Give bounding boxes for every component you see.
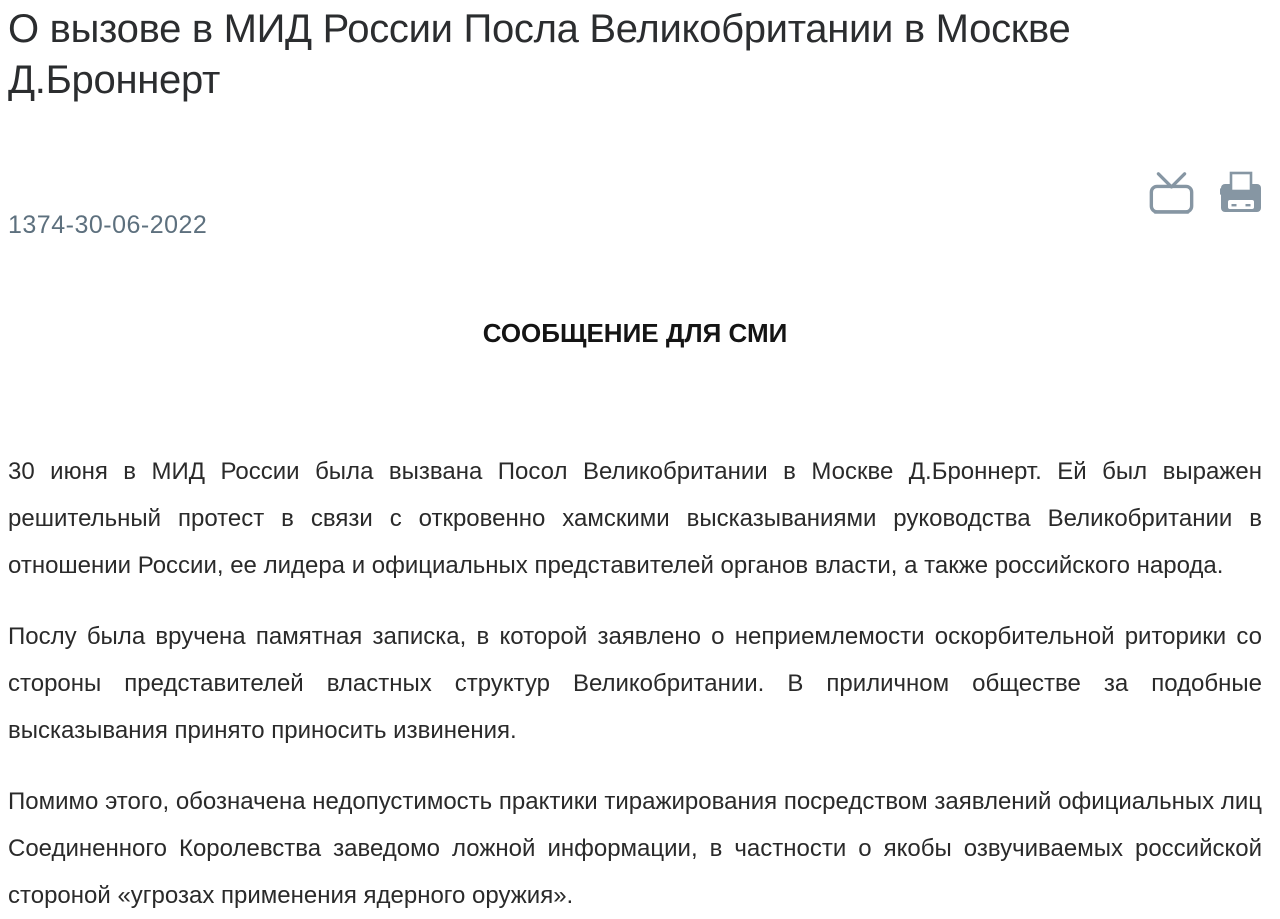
article-paragraph: 30 июня в МИД России была вызвана Посол Великобритании в Москве Д.Броннерт. Ей был выражен решительный протест в связи с откровенно хамскими высказываниями руководства Великобритании в отношении России, ее лидера и официальных представителей органов власти, а также российского народа.	[8, 458, 1262, 579]
print-icon[interactable]	[1220, 171, 1262, 216]
page-title: О вызове в МИД России Посла Великобритании в Москве Д.Броннерт	[8, 7, 1071, 102]
action-icons	[1148, 171, 1262, 216]
tv-icon[interactable]	[1148, 171, 1195, 216]
press-release-heading: СООБЩЕНИЕ ДЛЯ СМИ	[482, 318, 788, 348]
doc-number: 1374-30-06-2022	[8, 211, 208, 239]
article-paragraph: Послу была вручена памятная записка, в которой заявлено о неприемлемости оскорбительной риторики со стороны представителей властных структур Великобритании. В приличном обществе за подобные высказывания принято приносить извинения.	[8, 623, 1262, 744]
article-body	[8, 448, 1262, 919]
article-paragraph: Помимо этого, обозначена недопустимость практики тиражирования посредством заявлений официальных лиц Соединенного Королевства заведомо ложной информации, в частности о якобы озвучиваемых российской стороной «угрозах применения ядерного оружия».	[8, 788, 1262, 909]
meta-row	[8, 168, 1262, 240]
